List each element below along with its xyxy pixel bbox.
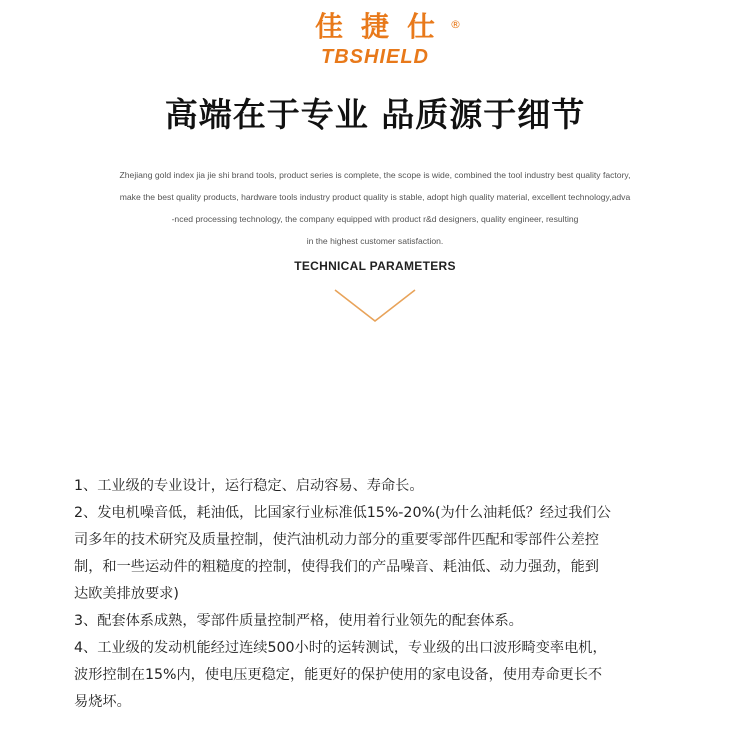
brand-logo: [0, 10, 750, 68]
logo-english-name: TBSHIELD: [321, 46, 429, 68]
headline: 高端在于专业 品质源于细节: [164, 95, 586, 134]
feature-line: 波形控制在15%内，使电压更稳定，能更好的保护使用的家电设备，使用寿命更长不: [74, 667, 603, 683]
registered-mark: ®: [450, 18, 461, 31]
intro-line: -nced processing technology, the company equipped with product r&d designers, quality engineer, resulting: [171, 214, 579, 224]
feature-line: 2、发电机噪音低，耗油低，比国家行业标准低15%-20%(为什么油耗低？经过我们公: [74, 505, 611, 521]
section-title: TECHNICAL PARAMETERS: [294, 259, 456, 273]
chevron-down-icon: [333, 288, 417, 324]
feature-line: 易烧坏。: [74, 694, 131, 710]
feature-line: 3、配套体系成熟，零部件质量控制严格，使用着行业领先的配套体系。: [74, 613, 523, 629]
features-list: [74, 473, 694, 716]
logo-chinese-name: [297, 10, 461, 44]
intro-paragraph: [75, 164, 675, 252]
intro-line: Zhejiang gold index jia jie shi brand tools, product series is complete, the scope is wide, combined the tool industry best quality factory,: [119, 170, 631, 180]
feature-line: 1、工业级的专业设计，运行稳定、启动容易、寿命长。: [74, 478, 424, 494]
intro-line: in the highest customer satisfaction.: [306, 236, 444, 246]
feature-line: 达欧美排放要求): [74, 586, 179, 602]
feature-line: 4、工业级的发动机能经过连续500小时的运转测试，专业级的出口波形畸变率电机，: [74, 640, 607, 656]
logo-chinese-text: 佳捷仕: [314, 10, 453, 43]
feature-line: 制，和一些运动件的粗糙度的控制，使得我们的产品噪音、耗油低、动力强劲，能到: [74, 559, 599, 575]
feature-line: 司多年的技术研究及质量控制，使汽油机动力部分的重要零部件匹配和零部件公差控: [74, 532, 599, 548]
intro-line: make the best quality products, hardware tools industry product quality is stable, adopt high quality material, excellent technology,adva: [119, 192, 631, 202]
